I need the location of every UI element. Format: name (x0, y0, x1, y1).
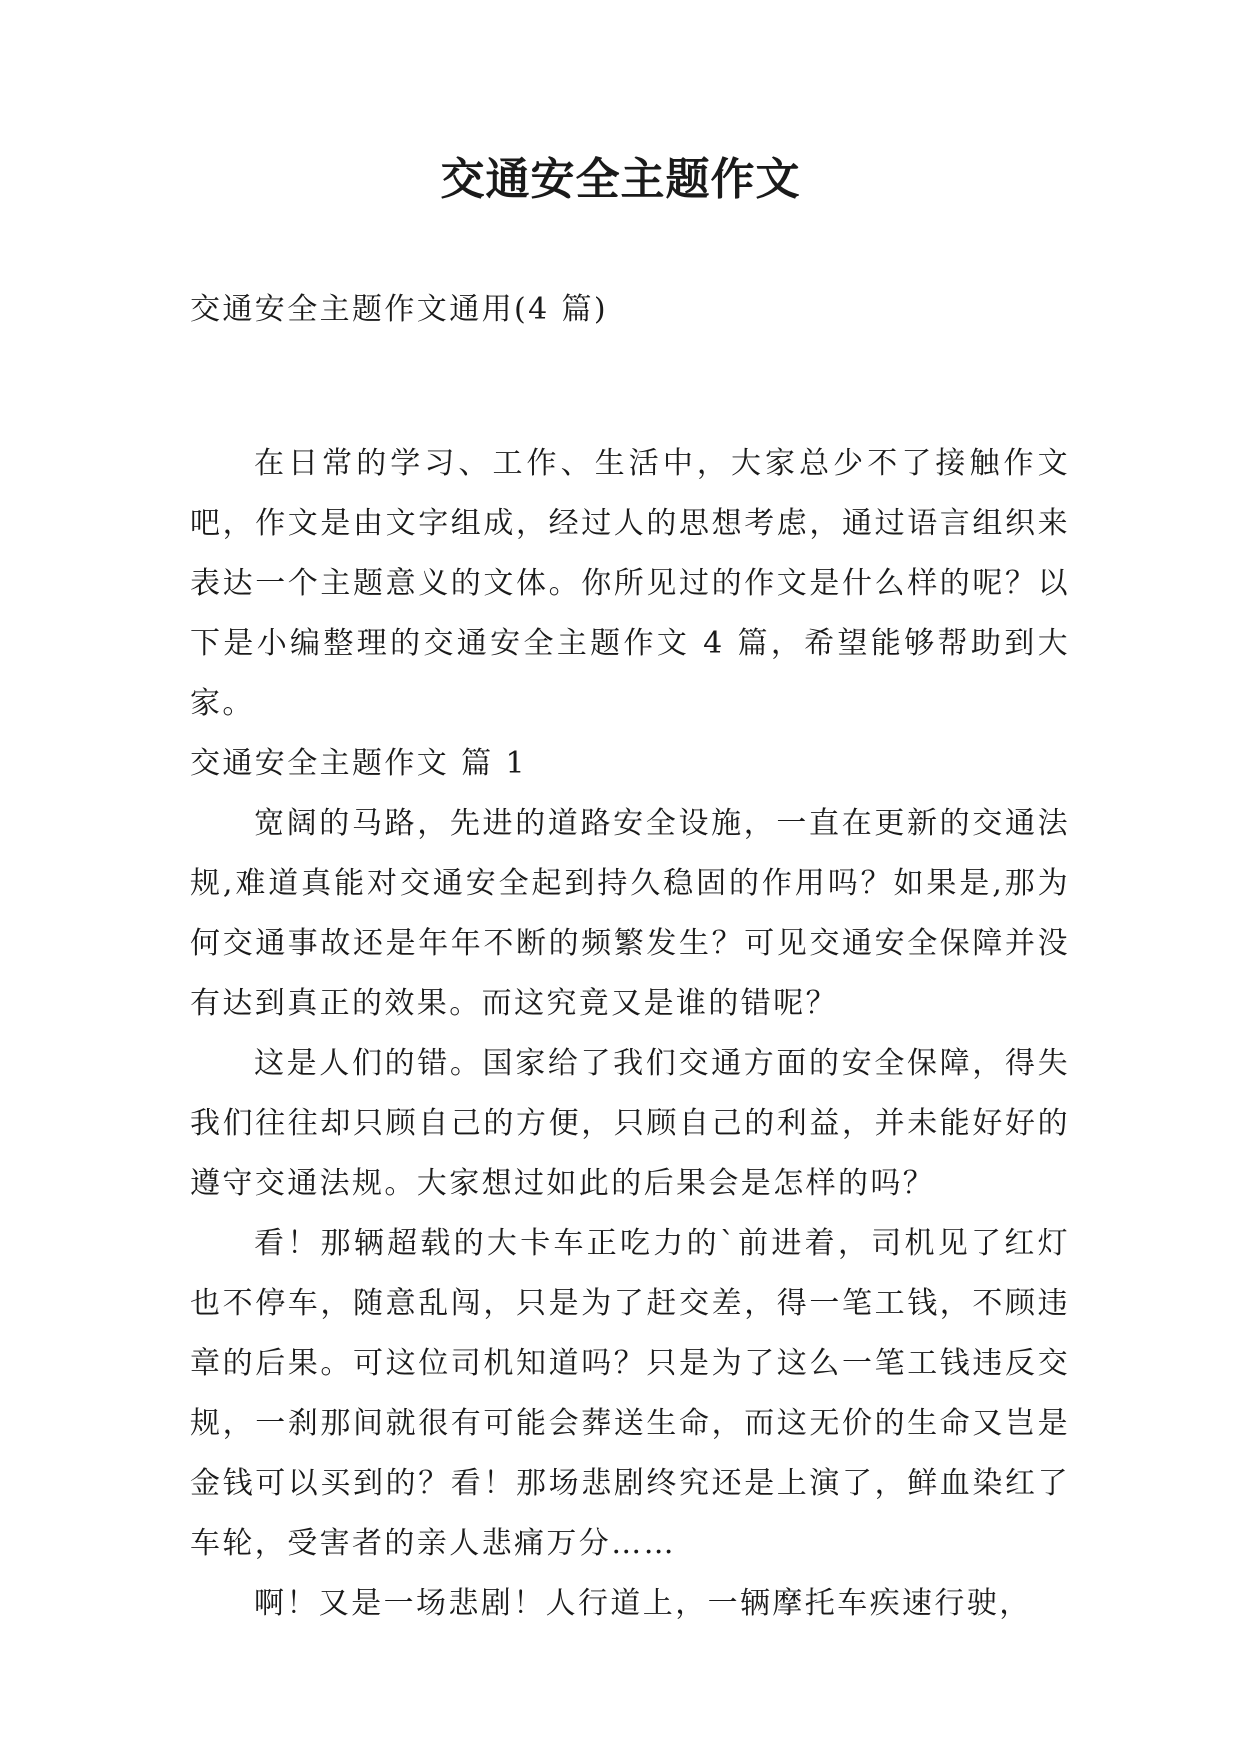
body-paragraph: 这是人们的错。国家给了我们交通方面的安全保障，得失我们往往却只顾自己的方便，只顾自己的利益，并未能好好的遵守交通法规。大家想过如此的后果会是怎样的吗？ (190, 1046, 1070, 1201)
body-paragraph: 看！那辆超载的大卡车正吃力的`前进着，司机见了红灯也不停车，随意乱闯，只是为了赶交差，得一笔工钱，不顾违章的后果。可这位司机知道吗？只是为了这么一笔工钱违反交规，一刹那间就很有可能会葬送生命，而这无价的生命又岂是金钱可以买到的？看！那场悲剧终究还是上演了，鲜血染红了车轮，受害者的亲人悲痛万分…… (190, 1226, 1070, 1561)
body-paragraph: 啊！又是一场悲剧！人行道上，一辆摩托车疾速行驶， (254, 1586, 1032, 1621)
intro-paragraph: 在日常的学习、工作、生活中，大家总少不了接触作文吧，作文是由文字组成，经过人的思想考虑，通过语言组织来表达一个主题意义的文体。你所见过的作文是什么样的呢？以下是小编整理的交通安全主题作文 4 篇，希望能够帮助到大家。 (190, 446, 1070, 721)
document-subtitle: 交通安全主题作文通用(4 篇) (190, 292, 609, 327)
section-heading: 交通安全主题作文 篇 1 (190, 746, 527, 781)
body-paragraph: 宽阔的马路，先进的道路安全设施，一直在更新的交通法规,难道真能对交通安全起到持久稳固的作用吗？如果是,那为何交通事故还是年年不断的频繁发生？可见交通安全保障并没有达到真正的效果。而这究竟又是谁的错呢？ (190, 806, 1070, 1021)
spacer (190, 340, 1070, 434)
document-title: 交通安全主题作文 (440, 154, 801, 205)
document-body (190, 280, 1070, 1634)
